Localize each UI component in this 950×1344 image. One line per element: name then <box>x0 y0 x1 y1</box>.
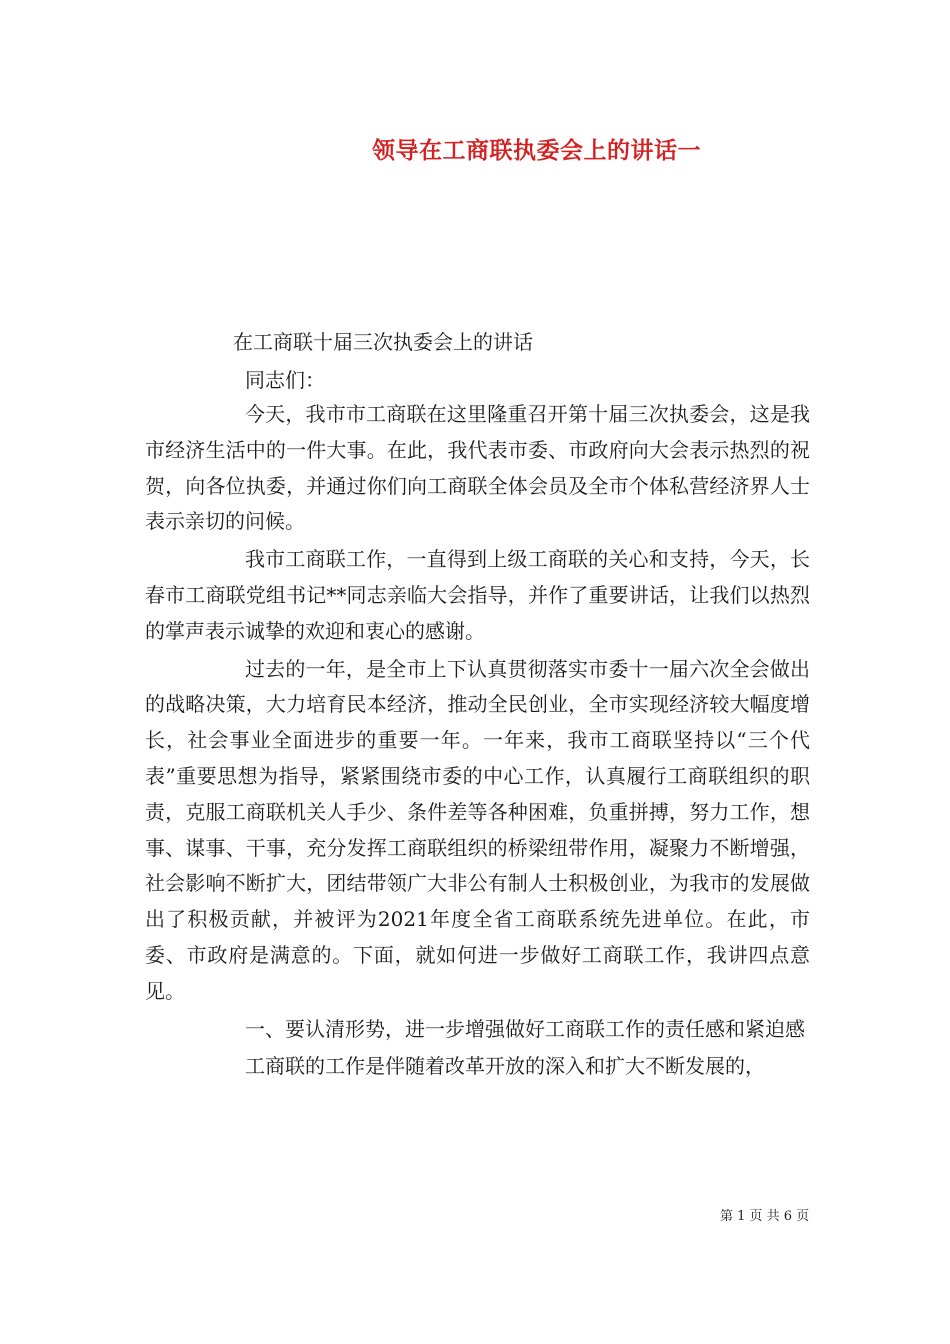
document-title: 领导在工商联执委会上的讲话一 <box>372 137 701 164</box>
speech-subtitle: 在工商联十届三次执委会上的讲话 <box>233 330 533 354</box>
body-text <box>145 397 810 1087</box>
paragraph: 我市工商联工作，一直得到上级工商联的关心和支持，今天，长春市工商联党组书记**同志亲临大会指导，并作了重要讲话，让我们以热烈的掌声表示诚挚的欢迎和衷心的感谢。 <box>145 547 810 643</box>
paragraph: 今天，我市市工商联在这里隆重召开第十届三次执委会，这是我市经济生活中的一件大事。在此，我代表市委、市政府向大会表示热烈的祝贺，向各位执委，并通过你们向工商联全体会员及全市个体私营经济界人士表示亲切的问候。 <box>145 402 810 534</box>
paragraph: 工商联的工作是伴随着改革开放的深入和扩大不断发展的， <box>245 1054 765 1079</box>
salutation: 同志们： <box>245 368 325 392</box>
section-heading: 一、要认清形势，进一步增强做好工商联工作的责任感和紧迫感 <box>245 1016 805 1041</box>
page-number: 第 1 页 共 6 页 <box>720 1209 810 1224</box>
paragraph: 过去的一年，是全市上下认真贯彻落实市委十一届六次全会做出的战略决策，大力培育民本经济，推动全民创业，全市实现经济较大幅度增长，社会事业全面进步的重要一年。一年来，我市工商联坚持以“三个代表”重要思想为指导，紧紧围绕市委的中心工作，认真履行工商联组织的职责，克服工商联机关人手少、条件差等各种困难，负重拼搏，努力工作，想事、谋事、干事，充分发挥工商联组织的桥梁纽带作用，凝聚力不断增强，社会影响不断扩大，团结带领广大非公有制人士积极创业，为我市的发展做出了积极贡献，并被评为2021年度全省工商联系统先进单位。在此，市委、市政府是满意的。下面，就如何进一步做好工商联工作，我讲四点意见。 <box>145 656 810 1003</box>
